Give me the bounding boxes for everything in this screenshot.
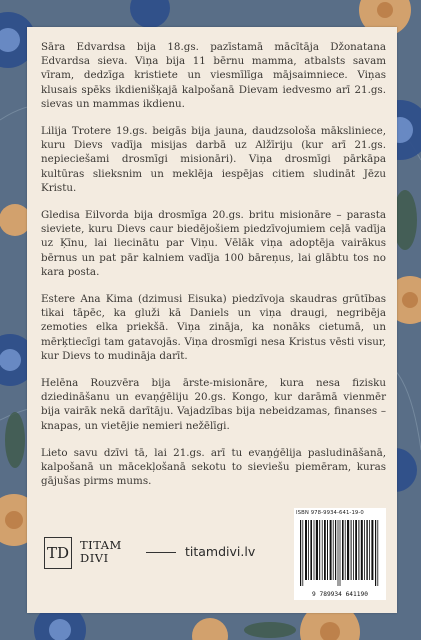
divider-dash xyxy=(146,552,176,553)
paragraph: Lieto savu dzīvi tā, lai 21.gs. arī tu evaņģēlija pasludināšanā, kalpošanā un mācekļošanā sekotu to sieviešu piemēram, kuras gājušas pirms mums. xyxy=(41,446,386,488)
paragraph: Gledisa Eilvorda bija drosmīga 20.gs. britu misionāre – parasta sieviete, kuru Dievs caur biedējošiem piedzīvojumiem ceļā vadīja uz Ķīnu, lai liecinātu par Viņu. Vēlāk viņa adoptēja vairākus bērnus un pat pār kalniem vadīja 100 bāreņus, lai glābtu tos no kara posta. xyxy=(41,209,386,278)
publisher-url: titamdivi.lv xyxy=(185,544,256,559)
publisher-name-line2: DIVI xyxy=(80,551,109,565)
back-cover-text xyxy=(41,40,386,501)
isbn-label: ISBN 978-9934-641-19-0 xyxy=(296,510,364,516)
barcode-icon xyxy=(294,508,386,600)
publisher-name xyxy=(80,539,140,565)
publisher-name-line1: TITAM xyxy=(80,538,122,552)
publisher-logo: TD xyxy=(44,537,72,569)
paragraph: Lilija Trotere 19.gs. beigās bija jauna, daudzsološa māksliniece, kuru Dievs vadīja misijas darbā uz Alžīriju (kur arī 21.gs. nepieciešami drosmīgi misionāri). Viņa drosmīgi pārkāpa kultūras slieksnim un meklēja iespējas citiem sludināt Jēzu Kristu. xyxy=(41,125,386,194)
paragraph: Helēna Rouzvēra bija ārste-misionāre, kura nesa fizisku dziedināšanu un evaņģēliju 20.gs. Kongo, kur darāmā vienmēr bija vairāk nekā darītāju. Vajadzības bija nebeidzamas, finanses – knapas, un vietējie nemieri nežēlīgi. xyxy=(41,377,386,432)
paragraph: Sāra Edvardsa bija 18.gs. pazīstamā mācītāja Džonatana Edvardsa sieva. Viņa bija 11 bērnu mamma, atbalsts savam vīram, dedzīga kristiete un viesmīlīga mājsaimniece. Viņas klusais spēks ikdienišķajā kalpošanā Dievam iedvesmo arī 21.gs. sievas un mammas ikdienu. xyxy=(41,41,386,110)
isbn-number: 9 789934 641190 xyxy=(312,591,368,598)
isbn-barcode xyxy=(294,508,386,600)
paragraph: Estere Ana Kima (dzimusi Eisuka) piedzīvoja skaudras grūtības tikai tāpēc, ka gluži kā Daniels un viņa draugi, negribēja zemoties elka priekšā. Viņa zināja, ka nonāks cietumā, un mērķtiecīgi tam gatavojās. Viņa drosmīgi nesa Kristus vēsti visur, kur Dievs to mudināja darīt. xyxy=(41,293,386,362)
